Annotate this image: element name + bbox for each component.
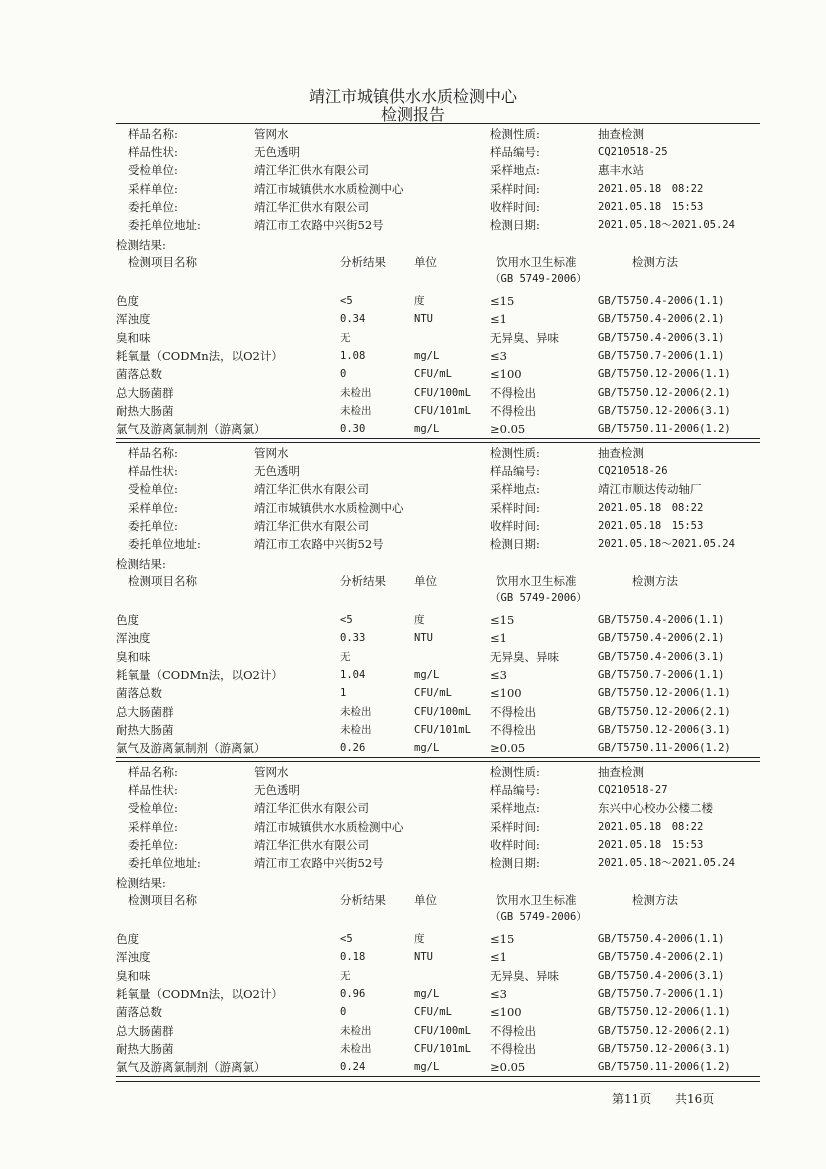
value-sampling-time: 2021.05.18 08:22 — [598, 182, 704, 195]
row-unit: 度 — [414, 933, 425, 945]
row-unit: CFU/101mL — [414, 1042, 471, 1055]
row-method: GB/T5750.4-2006(2.1) — [598, 313, 725, 326]
section-top-rule — [116, 442, 760, 443]
row-standard: 无异臭、异味 — [490, 968, 559, 983]
label-inspection-type: 检测性质: — [490, 765, 540, 779]
row-unit: mg/L — [414, 349, 440, 362]
row-result: 未检出 — [340, 705, 372, 718]
row-unit: CFU/mL — [414, 687, 452, 700]
col-header-item: 检测项目名称 — [128, 255, 197, 269]
row-standard: 不得检出 — [490, 722, 536, 737]
row-unit: mg/L — [414, 1061, 440, 1074]
row-method: GB/T5750.4-2006(3.1) — [598, 650, 725, 663]
row-result: <5 — [340, 933, 353, 945]
row-unit: 度 — [414, 614, 425, 626]
row-item: 浑浊度 — [116, 950, 151, 965]
value-sampling-unit: 靖江市城镇供水水质检测中心 — [254, 181, 404, 196]
row-item: 氯气及游离氯制剂（游离氯） — [116, 422, 266, 437]
col-header-standard: 饮用水卫生标准 — [496, 255, 577, 269]
value-sample-name: 管网水 — [254, 446, 289, 460]
value-sample-state: 无色透明 — [254, 145, 300, 160]
row-standard: ≤1 — [490, 631, 507, 646]
row-standard: ≤100 — [490, 686, 522, 701]
row-result: 无 — [340, 969, 351, 982]
report-title: 靖江市城镇供水水质检测中心 — [308, 87, 517, 106]
row-item: 浑浊度 — [116, 312, 151, 327]
value-inspection-type: 抽查检测 — [598, 765, 644, 779]
row-standard: 不得检出 — [490, 1023, 536, 1038]
label-sampling-unit: 采样单位: — [128, 181, 178, 196]
label-inspected-unit: 受检单位: — [128, 482, 178, 497]
value-sampling-time: 2021.05.18 08:22 — [598, 501, 704, 514]
value-inspected-unit: 靖江华汇供水有限公司 — [254, 801, 369, 816]
col-header-method: 检测方法 — [632, 893, 678, 907]
row-item: 耗氧量（CODMn法，以O2计） — [116, 348, 283, 363]
section-bottom-rule — [116, 757, 760, 758]
row-unit: CFU/mL — [414, 368, 452, 381]
value-sampling-site: 靖江市顺达传动轴厂 — [598, 482, 702, 497]
row-unit: mg/L — [414, 987, 440, 1000]
col-header-standard-ref: （GB 5749-2006） — [490, 911, 587, 923]
label-sample-name: 样品名称: — [128, 765, 178, 779]
row-unit: NTU — [414, 632, 433, 645]
value-client-unit: 靖江华汇供水有限公司 — [254, 518, 369, 533]
row-result: 1.04 — [340, 668, 366, 681]
row-method: GB/T5750.4-2006(3.1) — [598, 331, 725, 344]
row-unit: mg/L — [414, 423, 440, 436]
row-item: 臭和味 — [116, 968, 151, 983]
label-client-address: 委托单位地址: — [128, 537, 201, 551]
row-method: GB/T5750.11-2006(1.2) — [598, 742, 731, 755]
label-client-address: 委托单位地址: — [128, 218, 201, 232]
label-test-date: 检测日期: — [490, 218, 540, 232]
row-item: 浑浊度 — [116, 631, 151, 646]
value-inspected-unit: 靖江华汇供水有限公司 — [254, 482, 369, 497]
row-method: GB/T5750.12-2006(1.1) — [598, 1006, 731, 1019]
col-header-item: 检测项目名称 — [128, 574, 197, 588]
col-header-result: 分析结果 — [340, 893, 386, 907]
row-item: 总大肠菌群 — [116, 704, 174, 719]
row-item: 氯气及游离氯制剂（游离氯） — [116, 741, 266, 756]
row-method: GB/T5750.4-2006(3.1) — [598, 969, 725, 982]
value-sampling-site: 惠丰水站 — [598, 163, 644, 178]
row-unit: mg/L — [414, 668, 440, 681]
row-result: 未检出 — [340, 723, 372, 736]
label-sampling-site: 采样地点: — [490, 801, 540, 816]
label-sample-no: 样品编号: — [490, 783, 540, 798]
row-standard: ≤3 — [490, 986, 507, 1001]
label-sample-no: 样品编号: — [490, 464, 540, 479]
row-item: 菌落总数 — [116, 686, 162, 701]
row-item: 色度 — [116, 294, 139, 308]
row-item: 菌落总数 — [116, 1005, 162, 1020]
value-sampling-time: 2021.05.18 08:22 — [598, 820, 704, 833]
label-receive-time: 收样时间: — [490, 837, 540, 852]
value-client-unit: 靖江华汇供水有限公司 — [254, 199, 369, 214]
value-sample-state: 无色透明 — [254, 464, 300, 479]
col-header-standard: 饮用水卫生标准 — [496, 893, 577, 907]
label-sample-name: 样品名称: — [128, 446, 178, 460]
row-method: GB/T5750.7-2006(1.1) — [598, 349, 725, 362]
row-result: <5 — [340, 614, 353, 626]
row-result: 未检出 — [340, 386, 372, 399]
row-standard: 无异臭、异味 — [490, 649, 559, 664]
label-sampling-site: 采样地点: — [490, 482, 540, 497]
row-method: GB/T5750.4-2006(1.1) — [598, 295, 725, 307]
page-bottom-rule — [116, 1081, 760, 1082]
row-result: 未检出 — [340, 1042, 372, 1055]
row-result: 0.34 — [340, 313, 366, 326]
row-method: GB/T5750.12-2006(3.1) — [598, 723, 731, 736]
row-unit: CFU/100mL — [414, 1024, 471, 1037]
row-method: GB/T5750.12-2006(3.1) — [598, 404, 731, 417]
col-header-unit: 单位 — [414, 255, 437, 269]
value-inspection-type: 抽查检测 — [598, 446, 644, 460]
row-unit: 度 — [414, 295, 425, 307]
value-client-address: 靖江市工农路中兴街52号 — [254, 537, 384, 551]
label-test-date: 检测日期: — [490, 856, 540, 870]
row-result: 0.96 — [340, 987, 366, 1000]
row-method: GB/T5750.12-2006(2.1) — [598, 705, 731, 718]
row-standard: ≤15 — [490, 613, 515, 627]
value-test-date: 2021.05.18～2021.05.24 — [598, 538, 735, 550]
value-receive-time: 2021.05.18 15:53 — [598, 519, 704, 532]
label-client-unit: 委托单位: — [128, 199, 178, 214]
row-unit: CFU/100mL — [414, 386, 471, 399]
row-item: 氯气及游离氯制剂（游离氯） — [116, 1060, 266, 1075]
results-label: 检测结果: — [116, 876, 166, 890]
label-inspection-type: 检测性质: — [490, 446, 540, 460]
label-sampling-time: 采样时间: — [490, 819, 540, 834]
row-standard: ≤1 — [490, 312, 507, 327]
label-inspected-unit: 受检单位: — [128, 801, 178, 816]
row-result: 未检出 — [340, 1024, 372, 1037]
row-item: 总大肠菌群 — [116, 1023, 174, 1038]
label-client-address: 委托单位地址: — [128, 856, 201, 870]
row-item: 耐热大肠菌 — [116, 722, 174, 737]
row-method: GB/T5750.12-2006(3.1) — [598, 1042, 731, 1055]
row-method: GB/T5750.4-2006(2.1) — [598, 951, 725, 964]
value-test-date: 2021.05.18～2021.05.24 — [598, 219, 735, 231]
row-result: 0 — [340, 1006, 347, 1019]
row-method: GB/T5750.11-2006(1.2) — [598, 1061, 731, 1074]
row-method: GB/T5750.4-2006(1.1) — [598, 614, 725, 626]
page-total: 共16页 — [675, 1092, 715, 1106]
label-sampling-unit: 采样单位: — [128, 819, 178, 834]
value-inspection-type: 抽查检测 — [598, 127, 644, 141]
value-receive-time: 2021.05.18 15:53 — [598, 838, 704, 851]
label-receive-time: 收样时间: — [490, 199, 540, 214]
row-result: 无 — [340, 650, 351, 663]
value-inspected-unit: 靖江华汇供水有限公司 — [254, 163, 369, 178]
row-item: 耗氧量（CODMn法，以O2计） — [116, 667, 283, 682]
section-bottom-rule — [116, 438, 760, 439]
row-standard: 无异臭、异味 — [490, 330, 559, 345]
value-client-address: 靖江市工农路中兴街52号 — [254, 856, 384, 870]
label-sample-no: 样品编号: — [490, 145, 540, 160]
row-method: GB/T5750.12-2006(2.1) — [598, 1024, 731, 1037]
section-bottom-rule — [116, 1076, 760, 1077]
report-subtitle: 检测报告 — [380, 105, 445, 124]
value-sample-no: CQ210518-26 — [598, 465, 668, 478]
value-client-address: 靖江市工农路中兴街52号 — [254, 218, 384, 232]
row-item: 耐热大肠菌 — [116, 403, 174, 418]
col-header-standard: 饮用水卫生标准 — [496, 574, 577, 588]
label-sample-state: 样品性状: — [128, 783, 178, 798]
row-item: 总大肠菌群 — [116, 385, 174, 400]
row-unit: CFU/101mL — [414, 723, 471, 736]
row-result: 0.33 — [340, 632, 366, 645]
row-standard: ≤15 — [490, 294, 515, 308]
row-method: GB/T5750.11-2006(1.2) — [598, 423, 731, 436]
row-unit: CFU/101mL — [414, 404, 471, 417]
label-sample-name: 样品名称: — [128, 127, 178, 141]
value-receive-time: 2021.05.18 15:53 — [598, 200, 704, 213]
label-receive-time: 收样时间: — [490, 518, 540, 533]
row-standard: ≤100 — [490, 1005, 522, 1020]
label-test-date: 检测日期: — [490, 537, 540, 551]
row-method: GB/T5750.4-2006(1.1) — [598, 933, 725, 945]
row-item: 色度 — [116, 932, 139, 946]
col-header-unit: 单位 — [414, 893, 437, 907]
row-result: 1 — [340, 687, 347, 700]
row-item: 耗氧量（CODMn法，以O2计） — [116, 986, 283, 1001]
col-header-standard-ref: （GB 5749-2006） — [490, 592, 587, 604]
row-standard: ≥0.05 — [490, 1060, 526, 1075]
row-result: 0.26 — [340, 742, 366, 755]
label-sampling-time: 采样时间: — [490, 181, 540, 196]
col-header-item: 检测项目名称 — [128, 893, 197, 907]
value-sample-name: 管网水 — [254, 765, 289, 779]
results-label: 检测结果: — [116, 557, 166, 571]
section-top-rule — [116, 761, 760, 762]
row-standard: 不得检出 — [490, 1041, 536, 1056]
section-top-rule — [116, 123, 760, 124]
col-header-result: 分析结果 — [340, 255, 386, 269]
label-sampling-site: 采样地点: — [490, 163, 540, 178]
row-method: GB/T5750.4-2006(2.1) — [598, 632, 725, 645]
value-sample-no: CQ210518-27 — [598, 784, 668, 797]
row-standard: 不得检出 — [490, 403, 536, 418]
row-unit: CFU/mL — [414, 1006, 452, 1019]
row-standard: ≤3 — [490, 667, 507, 682]
col-header-result: 分析结果 — [340, 574, 386, 588]
row-item: 色度 — [116, 613, 139, 627]
page-number: 第11页 — [612, 1092, 652, 1106]
value-test-date: 2021.05.18～2021.05.24 — [598, 857, 735, 869]
value-client-unit: 靖江华汇供水有限公司 — [254, 837, 369, 852]
results-label: 检测结果: — [116, 238, 166, 252]
value-sample-name: 管网水 — [254, 127, 289, 141]
row-unit: CFU/100mL — [414, 705, 471, 718]
row-standard: ≤1 — [490, 950, 507, 965]
row-method: GB/T5750.12-2006(2.1) — [598, 386, 731, 399]
value-sampling-unit: 靖江市城镇供水水质检测中心 — [254, 500, 404, 515]
value-sample-no: CQ210518-25 — [598, 146, 668, 159]
row-result: 0.24 — [340, 1061, 366, 1074]
row-standard: ≥0.05 — [490, 741, 526, 756]
label-client-unit: 委托单位: — [128, 518, 178, 533]
row-standard: ≥0.05 — [490, 422, 526, 437]
row-item: 菌落总数 — [116, 367, 162, 382]
row-standard: ≤100 — [490, 367, 522, 382]
label-inspected-unit: 受检单位: — [128, 163, 178, 178]
row-item: 臭和味 — [116, 330, 151, 345]
label-sampling-unit: 采样单位: — [128, 500, 178, 515]
row-method: GB/T5750.7-2006(1.1) — [598, 668, 725, 681]
row-unit: NTU — [414, 313, 433, 326]
row-standard: 不得检出 — [490, 704, 536, 719]
row-method: GB/T5750.7-2006(1.1) — [598, 987, 725, 1000]
row-result: 无 — [340, 331, 351, 344]
row-unit: NTU — [414, 951, 433, 964]
row-result: 0.18 — [340, 951, 366, 964]
value-sampling-unit: 靖江市城镇供水水质检测中心 — [254, 819, 404, 834]
label-client-unit: 委托单位: — [128, 837, 178, 852]
row-result: 0.30 — [340, 423, 366, 436]
row-result: 0 — [340, 368, 347, 381]
col-header-standard-ref: （GB 5749-2006） — [490, 273, 587, 285]
row-item: 耐热大肠菌 — [116, 1041, 174, 1056]
col-header-method: 检测方法 — [632, 574, 678, 588]
label-sample-state: 样品性状: — [128, 145, 178, 160]
value-sample-state: 无色透明 — [254, 783, 300, 798]
row-method: GB/T5750.12-2006(1.1) — [598, 368, 731, 381]
row-standard: ≤15 — [490, 932, 515, 946]
row-unit: mg/L — [414, 742, 440, 755]
row-standard: 不得检出 — [490, 385, 536, 400]
value-sampling-site: 东兴中心校办公楼二楼 — [598, 801, 713, 816]
col-header-unit: 单位 — [414, 574, 437, 588]
label-sample-state: 样品性状: — [128, 464, 178, 479]
row-result: 1.08 — [340, 349, 366, 362]
row-item: 臭和味 — [116, 649, 151, 664]
row-result: <5 — [340, 295, 353, 307]
label-inspection-type: 检测性质: — [490, 127, 540, 141]
row-result: 未检出 — [340, 404, 372, 417]
row-method: GB/T5750.12-2006(1.1) — [598, 687, 731, 700]
col-header-method: 检测方法 — [632, 255, 678, 269]
row-standard: ≤3 — [490, 348, 507, 363]
label-sampling-time: 采样时间: — [490, 500, 540, 515]
